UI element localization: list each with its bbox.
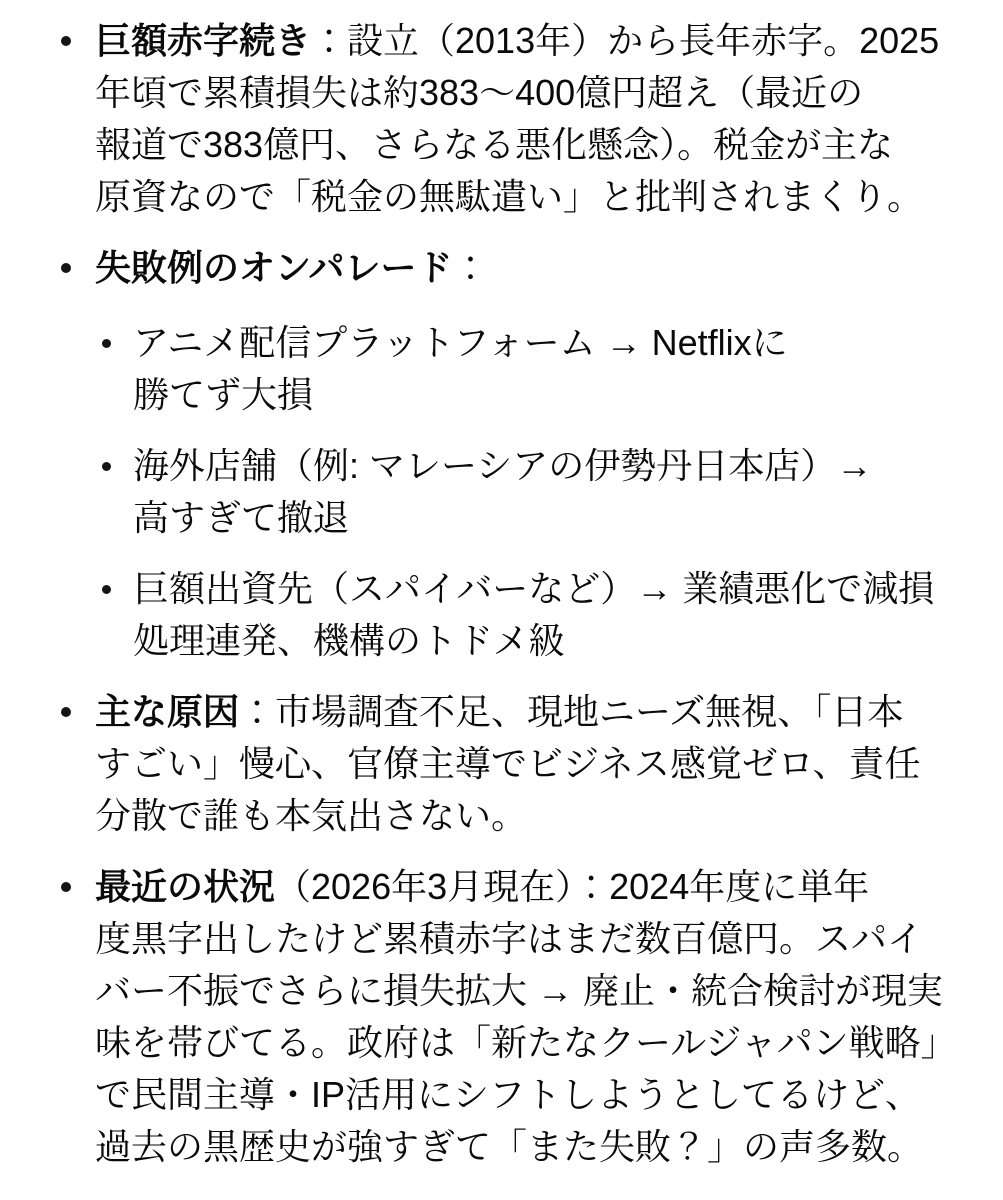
text-line: 勝てず大損 bbox=[133, 374, 314, 415]
bold-term: 最近の状況 bbox=[95, 866, 276, 907]
bullet-list bbox=[95, 15, 983, 1173]
text-line: 巨額出資先（スパイバーなど）→ 業績悪化で減損 bbox=[133, 568, 935, 609]
list-item bbox=[95, 861, 983, 1173]
sub-list-item bbox=[133, 563, 983, 667]
text-line: 分散で誰も本気出さない。 bbox=[95, 795, 528, 836]
text-line bbox=[95, 15, 983, 67]
bold-term: 巨額赤字続き bbox=[95, 20, 312, 61]
list-item bbox=[95, 15, 983, 223]
text-line: バー不振でさらに損失拡大 → 廃止・統合検討が現実 bbox=[95, 970, 944, 1011]
list-item bbox=[95, 686, 983, 842]
line-text: （2026年3月現在）：2024年度に単年 bbox=[275, 866, 870, 907]
text-line: 年頃で累積損失は約383〜400億円超え（最近の bbox=[95, 72, 864, 113]
text-line: 過去の黒歴史が強すぎて「また失敗？」の声多数。 bbox=[95, 1126, 924, 1167]
text-line: 海外店舗（例: マレーシアの伊勢丹日本店）→ bbox=[133, 445, 873, 486]
text-line: 報道で383億円、さらなる悪化懸念）。税金が主な bbox=[95, 124, 894, 165]
sub-bullet-list bbox=[95, 317, 983, 667]
text-line: すごい」慢心、官僚主導でビジネス感覚ゼロ、責任 bbox=[95, 743, 921, 784]
bullet-icon bbox=[61, 882, 71, 892]
bullet-icon bbox=[102, 462, 111, 471]
text-line: 処理連発、機構のトドメ級 bbox=[133, 620, 565, 661]
sub-list-item bbox=[133, 440, 983, 544]
text-line: で民間主導・IP活用にシフトしようとしてるけど、 bbox=[95, 1074, 922, 1115]
bullet-icon bbox=[102, 339, 111, 348]
text-line bbox=[95, 686, 983, 738]
bold-term: 失敗例のオンパレード bbox=[95, 247, 453, 288]
line-text: ：市場調査不足、現地ニーズ無視、「日本 bbox=[239, 691, 904, 732]
sub-list-item bbox=[133, 317, 983, 421]
bullet-icon bbox=[61, 36, 71, 46]
bold-term: 主な原因 bbox=[95, 691, 240, 732]
line-text: ：設立（2013年）から長年赤字。2025 bbox=[311, 20, 940, 61]
text-line: 原資なので「税金の無駄遣い」と批判されまくり。 bbox=[95, 176, 924, 217]
text-line bbox=[95, 861, 983, 913]
bullet-icon bbox=[102, 585, 111, 594]
text-line: 味を帯びてる。政府は「新たなクールジャパン戦略」 bbox=[95, 1022, 957, 1063]
text-line: アニメ配信プラットフォーム → Netflixに bbox=[133, 322, 788, 363]
text-line: 度黒字出したけど累積赤字はまだ数百億円。スパイ bbox=[95, 918, 924, 959]
text-line bbox=[95, 242, 983, 294]
line-text: ： bbox=[452, 247, 489, 288]
bullet-icon bbox=[61, 263, 71, 273]
list-item bbox=[95, 242, 983, 667]
bullet-icon bbox=[61, 707, 71, 717]
text-line: 高すぎて撤退 bbox=[133, 497, 350, 538]
